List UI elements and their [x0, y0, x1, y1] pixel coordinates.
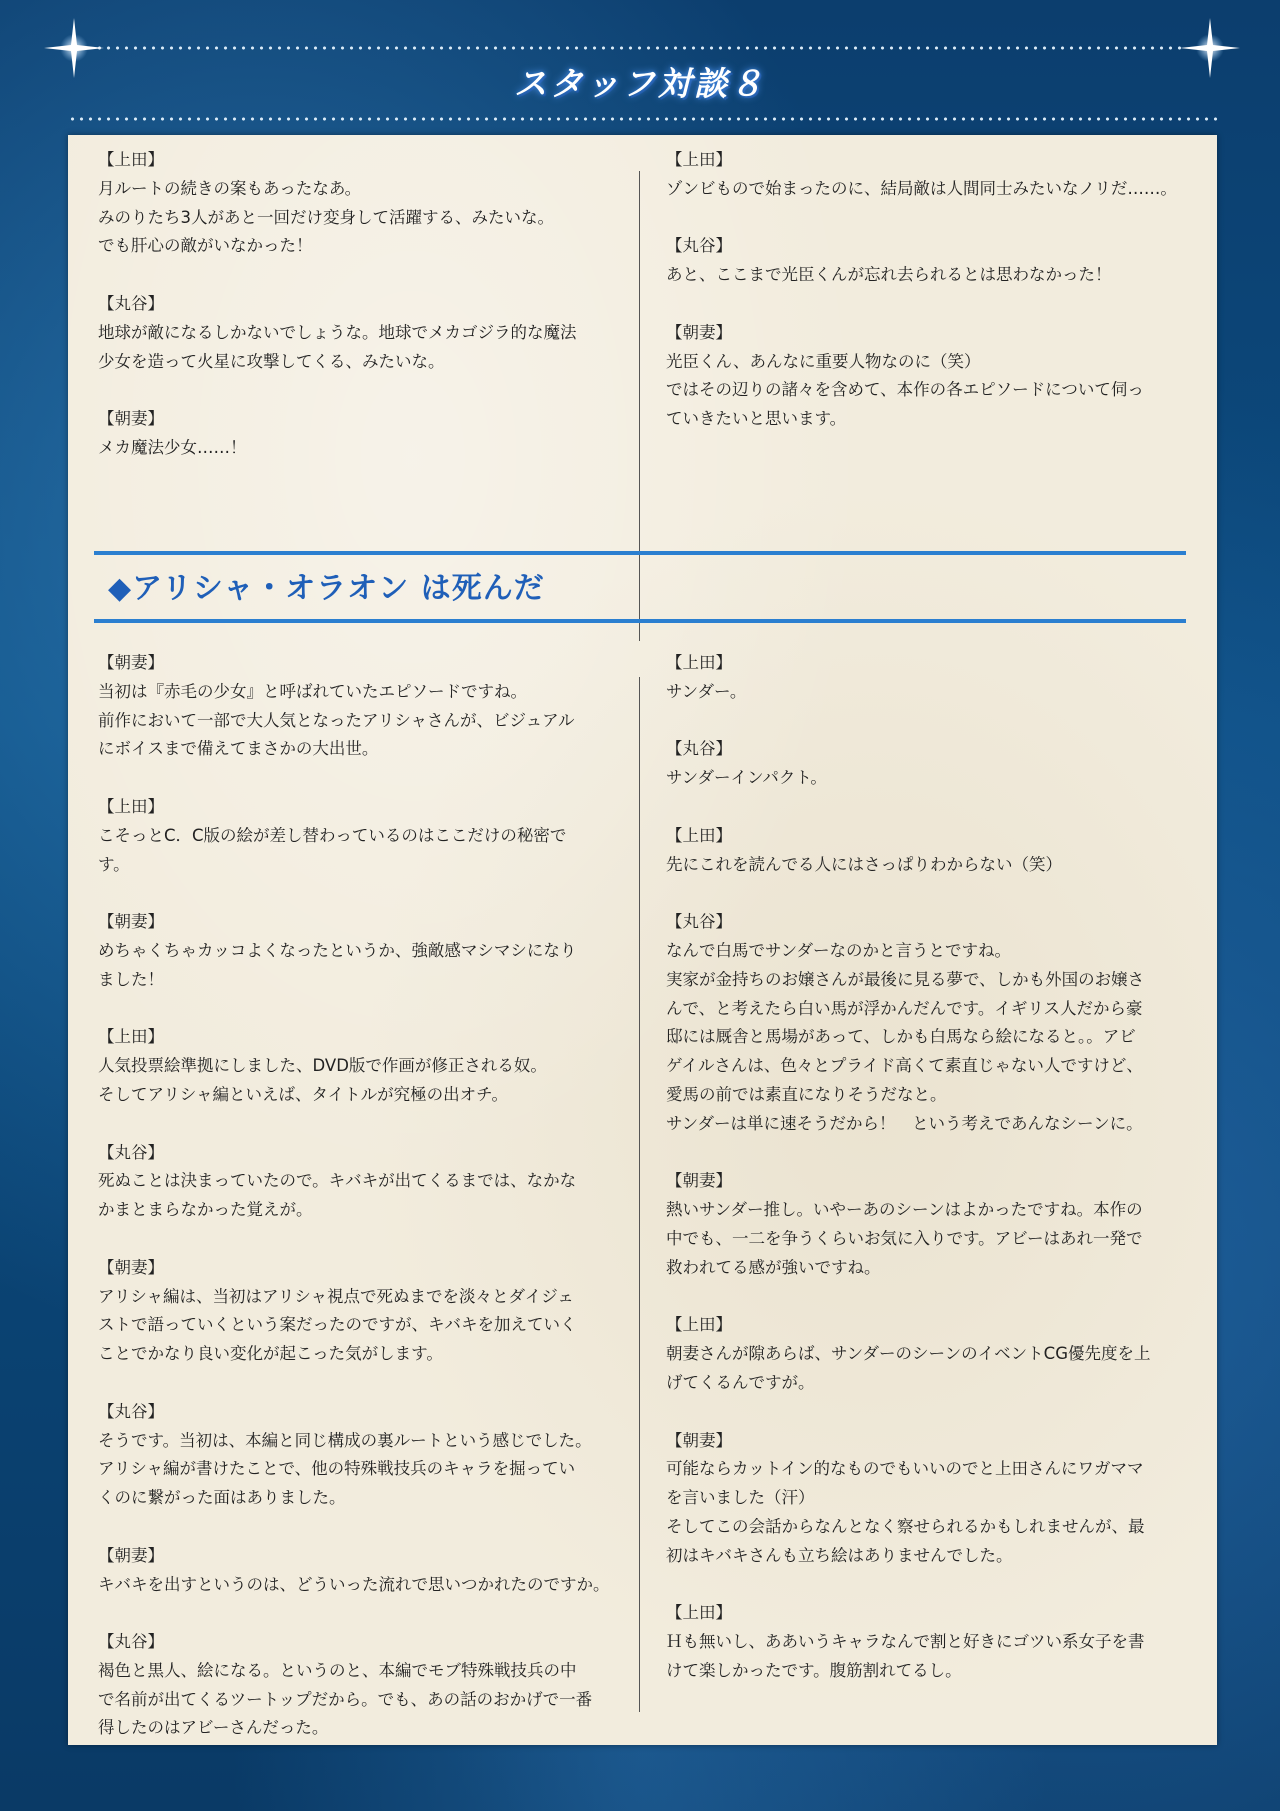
header-dots-bottom [68, 116, 1218, 122]
speaker-label: 【丸谷】 [98, 293, 164, 313]
speaker-label: 【朝妻】 [98, 653, 164, 672]
speaker-label: 【丸谷】 [666, 912, 732, 932]
dialogue-line: めちゃくちゃカッコよくなったというか、強敵感マシマシになり [98, 940, 577, 960]
paragraph-spacer [98, 1225, 654, 1254]
dialogue-line: 先にこれを読んでる人にはさっぱりわからない（笑） [666, 854, 1062, 874]
dialogue-line: アリシャ編が書けたことで、他の特殊戦技兵のキャラを掘ってい [98, 1459, 576, 1479]
dialogue-line: サンダーは単に速そうだから！ という考えであんなシーンに。 [666, 1113, 1143, 1133]
paragraph-spacer [98, 1599, 654, 1628]
speaker-label: 【上田】 [666, 150, 732, 169]
speaker-label: 【朝妻】 [666, 1430, 732, 1450]
dialogue-line: ことでかなり良い変化が起こった気がします。 [98, 1344, 443, 1364]
dialogue-line: アリシャ編は、当初はアリシャ視点で死ぬまでを淡々とダイジェ [98, 1286, 574, 1306]
paragraph-spacer [98, 261, 654, 290]
dialogue-line: 実家が金持ちのお嬢さんが最後に見る夢で、しかも外国のお嬢さ [666, 969, 1145, 989]
speaker-label: 【丸谷】 [666, 236, 732, 256]
dialogue-line: にボイスまで備えてまさかの大出世。 [98, 739, 379, 759]
speaker-label: 【朝妻】 [98, 409, 164, 429]
paragraph-spacer [98, 1110, 654, 1139]
dialogue-line: サンダー。 [666, 681, 747, 701]
dialogue-line: Ｈも無いし、ああいうキャラなんで割と好きにゴツい系女子を書 [666, 1632, 1145, 1652]
speaker-label: 【朝妻】 [98, 1545, 164, 1565]
dialogue-column-upper-left [98, 146, 654, 463]
dialogue-line: メカ魔法少女……！ [98, 437, 247, 457]
dialogue-line: 前作において一部で大人気となったアリシャさんが、ビジュアル [98, 710, 575, 730]
dialogue-line: ストで語っていくという案だったのですが、キバキを加えていく [98, 1315, 577, 1335]
speaker-label: 【朝妻】 [98, 1257, 164, 1277]
dialogue-line: ました！ [98, 969, 164, 989]
dialogue-line: 中でも、一二を争うくらいお気に入りです。アビーはあれ一発で [666, 1228, 1143, 1248]
dialogue-line: 熱いサンダー推し。いやーあのシーンはよかったですね。本作の [666, 1200, 1143, 1220]
paragraph-spacer [666, 707, 1222, 736]
dialogue-line: げてくるんですが。 [666, 1372, 815, 1392]
paragraph-spacer [666, 1283, 1222, 1312]
dialogue-line: なんで白馬でサンダーなのかと言うとですね。 [666, 940, 1012, 960]
dialogue-line: 地球が敵になるしかないでしょうな。地球でメカゴジラ的な魔法 [98, 322, 577, 342]
dialogue-line: ゲイルさんは、色々とプライド高くて素直じゃない人ですけど、 [666, 1056, 1143, 1076]
dialogue-column-lower-right [666, 649, 1222, 1686]
speaker-label: 【丸谷】 [666, 739, 732, 759]
column-divider [639, 677, 640, 1712]
speaker-label: 【朝妻】 [666, 322, 732, 342]
dialogue-line: ゾンビもので始まったのに、結局敵は人間同士みたいなノリだ……。 [666, 178, 1177, 198]
speaker-label: 【上田】 [98, 796, 164, 816]
paragraph-spacer [666, 1571, 1222, 1600]
paragraph-spacer [98, 376, 654, 405]
dialogue-line: 愛馬の前では素直になりそうだなと。 [666, 1084, 947, 1104]
paragraph-spacer [98, 1513, 654, 1542]
speaker-label: 【上田】 [98, 1027, 164, 1047]
speaker-label: 【上田】 [666, 1315, 732, 1335]
dialogue-line: んで、と考えたら白い馬が浮かんだんです。イギリス人だから豪 [666, 998, 1143, 1018]
paragraph-spacer [98, 879, 654, 908]
dialogue-line: 救われてる感が強いですね。 [666, 1257, 881, 1277]
dialogue-line: ていきたいと思います。 [666, 409, 847, 429]
dialogue-line: ではその辺りの諸々を含めて、本作の各エピソードについて伺っ [666, 380, 1144, 400]
paragraph-spacer [98, 764, 654, 793]
article-paper [68, 135, 1217, 1745]
speaker-label: 【丸谷】 [98, 1401, 164, 1421]
dialogue-line: 月ルートの続きの案もあったなあ。 [98, 178, 362, 198]
dialogue-line: けて楽しかったです。腹筋割れてるし。 [666, 1660, 962, 1680]
header-dots-top [95, 45, 1185, 51]
speaker-label: 【上田】 [666, 653, 732, 672]
dialogue-line: 人気投票絵準拠にしました、DVD版で作画が修正される奴。 [98, 1056, 547, 1076]
dialogue-line: で名前が出てくるツートップだから。でも、あの話のおかげで一番 [98, 1689, 593, 1709]
speaker-label: 【朝妻】 [98, 912, 164, 932]
dialogue-line: でも肝心の敵がいなかった！ [98, 236, 313, 256]
dialogue-line: くのに繋がった面はありました。 [98, 1488, 346, 1508]
speaker-label: 【上田】 [98, 150, 164, 169]
dialogue-line: 少女を造って火星に攻撃してくる、みたいな。 [98, 351, 445, 371]
speaker-label: 【丸谷】 [98, 1632, 164, 1652]
dialogue-line: 初はキバキさんも立ち絵はありませんでした。 [666, 1545, 1013, 1565]
dialogue-line: 当初は『赤毛の少女』と呼ばれていたエピソードですね。 [98, 681, 527, 701]
paragraph-spacer [98, 995, 654, 1024]
dialogue-line: 得したのはアビーさんだった。 [98, 1718, 329, 1738]
paragraph-spacer [666, 290, 1222, 319]
speaker-label: 【丸谷】 [98, 1142, 164, 1162]
dialogue-line: そしてこの会話からなんとなく察せられるかもしれませんが、最 [666, 1516, 1145, 1536]
dialogue-line: こそっとC．C版の絵が差し替わっているのはここだけの秘密で [98, 825, 567, 845]
paragraph-spacer [666, 793, 1222, 822]
page-title: スタッフ対談８ [514, 64, 766, 103]
paragraph-spacer [666, 1139, 1222, 1168]
dialogue-line: キバキを出すというのは、どういった流れで思いつかれたのですか。 [98, 1574, 610, 1594]
dialogue-line: を言いました（汗） [666, 1488, 815, 1508]
dialogue-line: 邸には厩舎と馬場があって、しかも白馬なら絵になると。。アビ [666, 1027, 1136, 1047]
dialogue-line: サンダーインパクト。 [666, 768, 827, 788]
section-rule-bottom [94, 619, 1186, 623]
dialogue-line: 褐色と黒人、絵になる。というのと、本編でモブ特殊戦技兵の中 [98, 1660, 577, 1680]
speaker-label: 【朝妻】 [666, 1171, 732, 1191]
column-divider [639, 171, 640, 641]
paragraph-spacer [98, 1369, 654, 1398]
dialogue-column-upper-right [666, 146, 1222, 434]
dialogue-column-lower-left [98, 649, 654, 1743]
dialogue-line: 朝妻さんが隙あらば、サンダーのシーンのイベントCG優先度を上 [666, 1344, 1151, 1364]
dialogue-line: 可能ならカットイン的なものでもいいのでと上田さんにワガママ [666, 1459, 1144, 1479]
dialogue-line: そしてアリシャ編といえば、タイトルが究極の出オチ。 [98, 1084, 509, 1104]
speaker-label: 【上田】 [666, 1603, 732, 1623]
paragraph-spacer [666, 204, 1222, 233]
speaker-label: 【上田】 [666, 825, 732, 845]
section-heading: ◆アリシャ・オラオン は死んだ [108, 571, 545, 606]
dialogue-line: あと、ここまで光臣くんが忘れ去られるとは思わなかった！ [666, 265, 1112, 285]
paragraph-spacer [666, 1398, 1222, 1427]
dialogue-line: そうです。当初は、本編と同じ構成の裏ルートという感じでした。 [98, 1430, 592, 1450]
dialogue-line: す。 [98, 854, 130, 874]
dialogue-line: 死ぬことは決まっていたので。キバキが出てくるまでは、なかな [98, 1171, 577, 1191]
dialogue-line: かまとまらなかった覚えが。 [98, 1200, 313, 1220]
page-header [0, 0, 1280, 135]
section-rule-top [94, 551, 1186, 555]
paragraph-spacer [666, 879, 1222, 908]
dialogue-line: みのりたち3人があと一回だけ変身して活躍する、みたいな。 [98, 207, 554, 227]
dialogue-line: 光臣くん、あんなに重要人物なのに（笑） [666, 351, 981, 371]
